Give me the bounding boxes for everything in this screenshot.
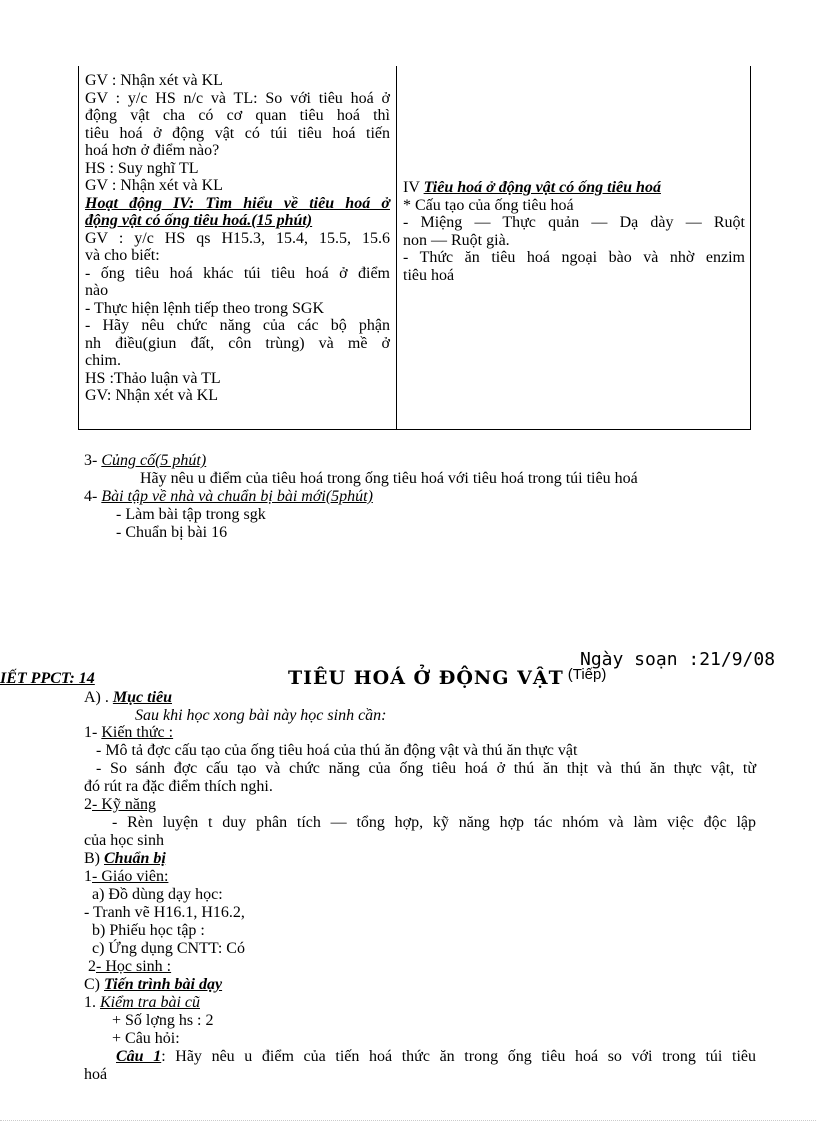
table-left-line: HS :Thảo luận và TL <box>85 369 221 387</box>
content-column <box>403 179 745 284</box>
teacher-item: a) Đồ dùng dạy học: <box>92 886 223 903</box>
knowledge-item-cont: đó rút ra đặc điểm thích nghi. <box>84 778 273 795</box>
lesson-period-number: IẾT PPCT: 14 <box>0 670 95 687</box>
section-c-label: Tiến trình bài dạy <box>104 976 223 993</box>
knowledge-item: - Mô tả đợc cấu tạo của ống tiêu hoá của thú ăn động vật và thú ăn thực vật <box>96 742 578 759</box>
activity-iv-heading: động vật có ống tiêu hoá.(15 phút) <box>85 212 313 229</box>
table-left-line: nào <box>85 282 109 299</box>
table-right-line: non — Ruột già. <box>403 231 510 249</box>
section-b-prefix: B) <box>84 850 104 867</box>
student-number: 2 <box>88 958 96 975</box>
table-right-line: * Cấu tạo của ống tiêu hoá <box>403 196 574 214</box>
question-1-label: Câu 1 <box>116 1048 162 1065</box>
table-column-divider <box>396 66 397 429</box>
review-item: + Số lợng hs : 2 <box>112 1012 214 1029</box>
table-left-line: - Hãy nêu chức năng của các bộ phận <box>85 317 390 334</box>
skills-number: 2 <box>84 796 92 813</box>
teacher-activity-column <box>85 72 390 405</box>
consolidation-text: Hãy nêu u điểm của tiêu hoá trong ống tiêu hoá với tiêu hoá trong túi tiêu hoá <box>140 470 638 487</box>
question-1-cont: hoá <box>84 1066 108 1083</box>
lesson-title-text: TIÊU HOÁ Ở ĐỘNG VẬT <box>288 667 564 689</box>
section-iv-heading <box>403 179 745 197</box>
homework-item: - Chuẩn bị bài 16 <box>116 524 228 541</box>
homework-item: - Làm bài tập trong sgk <box>116 506 266 523</box>
table-left-line: GV : Nhận xét và KL <box>85 177 223 194</box>
homework-number: 4- <box>84 488 102 505</box>
section-b-heading <box>84 850 166 867</box>
consolidation-number: 3- <box>84 452 102 469</box>
table-left-line: và cho biết: <box>85 247 160 264</box>
review-heading <box>84 994 200 1011</box>
table-left-line: GV : y/c HS qs H15.3, 15.4, 15.5, 15.6 <box>85 229 390 247</box>
lesson-title-suffix: (Tiếp) <box>567 666 607 683</box>
consolidation-heading <box>84 452 206 469</box>
student-heading <box>88 958 171 975</box>
table-left-line: động vật cha có cơ quan tiêu hoá thì <box>85 107 390 124</box>
section-a-label: Mục tiêu <box>112 689 173 706</box>
review-number: 1. <box>84 994 100 1011</box>
section-a-prefix: A) . <box>84 689 113 706</box>
review-label: Kiểm tra bài cũ <box>100 994 200 1011</box>
table-left-line: chim. <box>85 352 121 369</box>
table-right-line: - Thức ăn tiêu hoá ngoại bào và nhờ enzim <box>403 249 745 266</box>
section-c-heading <box>84 976 222 993</box>
table-right-line: tiêu hoá <box>403 266 455 284</box>
preparation-date: Ngày soạn :21/9/08 <box>580 649 776 670</box>
section-b-label: Chuẩn bị <box>104 850 166 867</box>
table-left-line: GV : y/c HS n/c và TL: So với tiêu hoá ở <box>85 89 390 107</box>
table-left-line: tiêu hoá ở động vật có túi tiêu hoá tiến <box>85 124 390 142</box>
section-c-prefix: C) <box>84 976 104 993</box>
table-right-line: - Miệng — Thực quản — Dạ dày — Ruột <box>403 214 745 231</box>
table-left-line: GV: Nhận xét và KL <box>85 387 218 404</box>
knowledge-item: - So sánh đợc cấu tạo và chức năng của ống tiêu hoá ở thú ăn thịt và thú ăn thực vật, từ <box>96 760 756 777</box>
table-left-line: HS : Suy nghĩ TL <box>85 159 199 177</box>
table-left-line: - ống tiêu hoá khác túi tiêu hoá ở điểm <box>85 264 390 282</box>
knowledge-label: Kiến thức : <box>101 724 174 741</box>
section-iv-title: Tiêu hoá ở động vật có ống tiêu hoá <box>423 179 661 196</box>
page-bottom-rule <box>0 1120 816 1122</box>
section-iv-number: IV <box>403 179 424 196</box>
skills-item: - Rèn luyện t duy phân tích — tổng hợp, kỹ năng hợp tác nhóm và làm việc độc lập <box>112 814 756 831</box>
teacher-item: - Tranh vẽ H16.1, H16.2, <box>84 904 245 921</box>
knowledge-heading <box>84 724 173 741</box>
teacher-label: - Giáo viên: <box>92 868 169 885</box>
question-1-text: : Hãy nêu u điểm của tiến hoá thức ăn trong ống tiêu hoá so với trong túi tiêu <box>161 1048 756 1065</box>
table-left-line: - Thực hiện lệnh tiếp theo trong SGK <box>85 299 324 317</box>
activity-iv-heading: Hoạt động IV: Tìm hiểu về tiêu hoá ở <box>85 194 390 212</box>
teacher-heading <box>84 868 168 885</box>
homework-label: Bài tập về nhà và chuẩn bị bài mới(5phút) <box>101 488 373 505</box>
knowledge-number: 1- <box>84 724 102 741</box>
teacher-item: b) Phiếu học tập : <box>92 922 205 939</box>
section-a-heading <box>84 689 172 706</box>
table-left-line: hoá hơn ở điểm nào? <box>85 142 220 159</box>
review-item: + Câu hỏi: <box>112 1030 180 1047</box>
teacher-item: c) Ứng dụng CNTT: Có <box>92 940 245 957</box>
homework-heading <box>84 488 373 505</box>
objectives-intro: Sau khi học xong bài này học sinh cần: <box>135 707 387 724</box>
table-left-line: GV : Nhận xét và KL <box>85 72 223 89</box>
consolidation-label: Củng cố(5 phút) <box>101 452 207 469</box>
skills-item-cont: của học sinh <box>84 832 164 849</box>
table-left-line: nh điều(giun đất, côn trùng) và mề ở <box>85 334 390 352</box>
skills-heading <box>84 796 156 813</box>
student-label: - Học sinh : <box>96 958 172 975</box>
skills-label: - Kỹ năng <box>92 796 156 813</box>
lesson-title <box>288 666 607 689</box>
activity-table <box>78 66 751 430</box>
question-1 <box>116 1048 756 1065</box>
teacher-number: 1 <box>84 868 92 885</box>
